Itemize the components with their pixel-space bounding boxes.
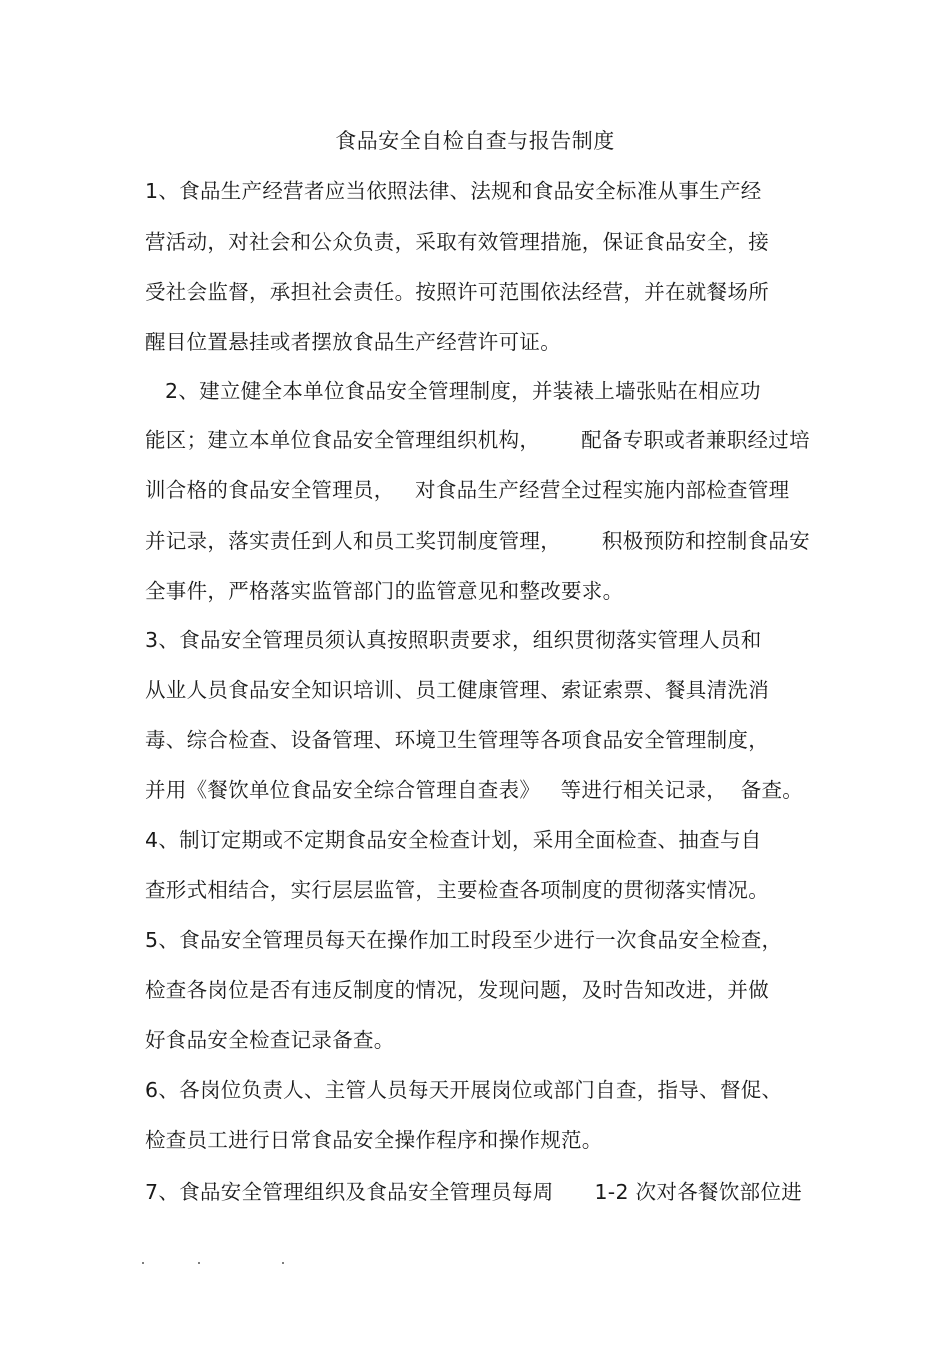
paragraph-line: 3、食品安全管理员须认真按照职责要求，组织贯彻落实管理人员和 (145, 628, 762, 652)
paragraph-line: 从业人员食品安全知识培训、员工健康管理、索证索票、餐具清洗消 (145, 678, 769, 702)
paragraph-line: 2、建立健全本单位食品安全管理制度，并装裱上墙张贴在相应功 (165, 379, 761, 403)
paragraph-line: 1、食品生产经营者应当依照法律、法规和食品安全标准从事生产经 (145, 179, 762, 203)
paragraph-line: 毒、综合检查、设备管理、环境卫生管理等各项食品安全管理制度， (145, 728, 769, 752)
paragraph-line: 受社会监督，承担社会责任。按照许可范围依法经营，并在就餐场所 (145, 280, 769, 304)
paragraph-line: 查形式相结合，实行层层监管，主要检查各项制度的贯彻落实情况。 (145, 878, 769, 902)
paragraph-line: 5、食品安全管理员每天在操作加工时段至少进行一次食品安全检查， (145, 928, 783, 952)
paragraph-line: 检查各岗位是否有违反制度的情况，发现问题，及时告知改进，并做 (145, 978, 769, 1002)
paragraph-line: 好食品安全检查记录备查。 (145, 1028, 395, 1052)
paragraph-line: 营活动，对社会和公众负责，采取有效管理措施，保证食品安全，接 (145, 230, 769, 254)
paragraph-line: 4、制订定期或不定期食品安全检查计划，采用全面检查、抽查与自 (145, 828, 762, 852)
paragraph-line: 7、食品安全管理组织及食品安全管理员每周 1-2 次对各餐饮部位进 (145, 1180, 803, 1204)
paragraph-line: 并用《餐饮单位食品安全综合管理自查表》 等进行相关记录， 备查。 (145, 778, 804, 802)
paragraph-line: 全事件，严格落实监管部门的监管意见和整改要求。 (145, 579, 624, 603)
paragraph-line: 6、各岗位负责人、主管人员每天开展岗位或部门自查，指导、督促、 (145, 1078, 783, 1102)
paragraph-line: 检查员工进行日常食品安全操作程序和操作规范。 (145, 1128, 603, 1152)
paragraph-line: 能区；建立本单位食品安全管理组织机构， 配备专职或者兼职经过培 (145, 428, 810, 452)
footer-dots (140, 1262, 310, 1272)
paragraph-line: 醒目位置悬挂或者摆放食品生产经营许可证。 (145, 330, 561, 354)
document-title: 食品安全自检自查与报告制度 (335, 129, 615, 153)
paragraph-line: 并记录，落实责任到人和员工奖罚制度管理， 积极预防和控制食品安 (145, 529, 810, 553)
paragraph-line: 训合格的食品安全管理员， 对食品生产经营全过程实施内部检查管理 (145, 478, 790, 502)
